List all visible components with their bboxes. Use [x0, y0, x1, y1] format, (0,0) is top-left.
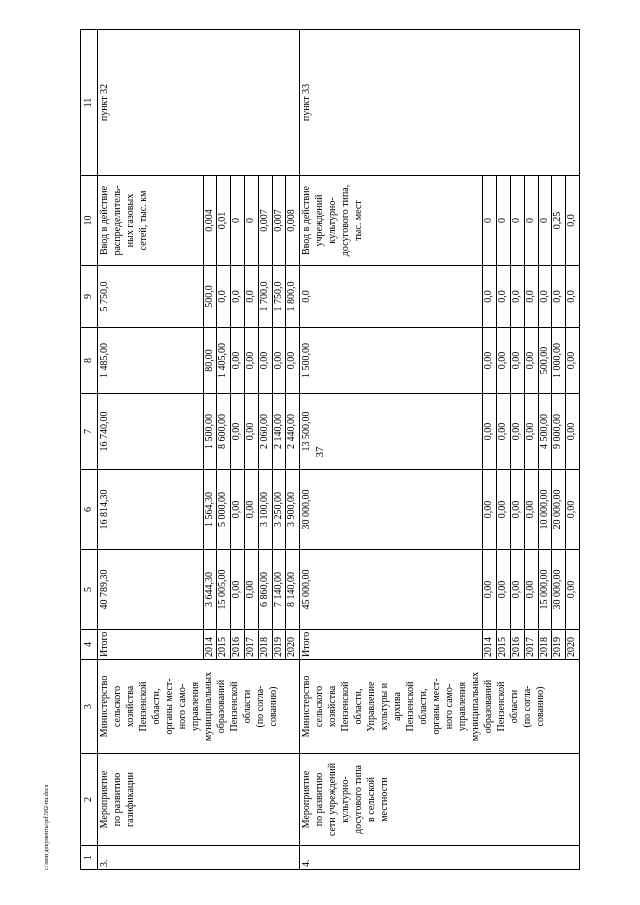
year-c7: 1 500,00 — [203, 394, 217, 470]
year-c7: 0,00 — [483, 394, 497, 470]
total-label: Итого — [98, 630, 204, 660]
header-cell-3: 3 — [81, 660, 98, 754]
year-c8: 1 405,00 — [217, 328, 231, 394]
indicator-name-line: Ввод в действие — [99, 185, 110, 256]
executor — [300, 660, 580, 754]
year-c7: 0,00 — [566, 394, 580, 470]
executor-line: архива — [392, 692, 404, 721]
year-c6: 0,00 — [231, 470, 245, 550]
header-cell-5: 5 — [81, 550, 98, 630]
total-c5: 40 789,30 — [98, 550, 204, 630]
indicator-name — [300, 176, 483, 266]
year-c5: 0,00 — [524, 550, 538, 630]
year-c6: 0,00 — [511, 470, 525, 550]
year-c9: 0,0 — [217, 266, 231, 328]
footer-file-path — [44, 740, 74, 870]
measure-name-line: культурно- — [340, 776, 352, 823]
year-c9: 0,0 — [538, 266, 552, 328]
executor-line: (по согла- — [255, 685, 266, 728]
year-c10: 0 — [483, 176, 497, 266]
total-c6: 16 814,30 — [98, 470, 204, 550]
executor-line: образований — [216, 679, 227, 734]
reference-point: пункт 33 — [300, 30, 580, 176]
header-cell-9: 9 — [81, 266, 98, 328]
year-cell: 2015 — [497, 630, 511, 660]
year-cell: 2020 — [286, 630, 300, 660]
header-cell-6: 6 — [81, 470, 98, 550]
year-cell: 2019 — [552, 630, 566, 660]
table-body — [81, 30, 580, 870]
total-c8: 1 485,00 — [98, 328, 204, 394]
indicator-name-line: Ввод в действие — [301, 185, 313, 256]
rotated-table — [80, 30, 580, 870]
executor-line: Пензенской — [405, 681, 417, 732]
measure-name-lines — [99, 756, 138, 843]
year-c10: 0,007 — [258, 176, 272, 266]
year-c10: 0 — [524, 176, 538, 266]
year-c5: 0,00 — [244, 550, 258, 630]
year-c10: 0 — [231, 176, 245, 266]
header-cell-4: 4 — [81, 630, 98, 660]
year-cell: 2020 — [566, 630, 580, 660]
executor-line: области — [509, 689, 521, 724]
executor-line: Министерство — [99, 675, 110, 738]
year-c8: 0,00 — [272, 328, 286, 394]
year-c10: 0 — [511, 176, 525, 266]
measure-name-line: досугового типа — [353, 765, 365, 835]
executor-lines — [301, 662, 548, 751]
year-c8: 1 000,00 — [552, 328, 566, 394]
measure-name-line: Мероприятие — [99, 770, 110, 829]
year-c9: 0,0 — [244, 266, 258, 328]
year-c10: 0,007 — [272, 176, 286, 266]
header-cell-1: 1 — [81, 846, 98, 870]
executor-line: Пензенской — [340, 681, 352, 732]
total-c8: 1 500,00 — [300, 328, 483, 394]
executor-line: хозяйства — [125, 685, 136, 728]
year-c5: 7 140,00 — [272, 550, 286, 630]
measure-name-line: Мероприятие — [301, 770, 313, 829]
total-c5: 45 000,00 — [300, 550, 483, 630]
year-c8: 0,00 — [244, 328, 258, 394]
indicator-name-line: распределитель- — [112, 185, 123, 256]
year-c9: 1 800,0 — [286, 266, 300, 328]
executor-line: муниципальных — [470, 671, 482, 742]
measure-name-line: газификации — [125, 772, 136, 827]
executor — [98, 660, 300, 754]
year-c9: 0,0 — [511, 266, 525, 328]
measure-name-line: в сельской — [366, 777, 378, 822]
header-cell-8: 8 — [81, 328, 98, 394]
year-c5: 0,00 — [566, 550, 580, 630]
year-c7: 2 140,00 — [272, 394, 286, 470]
row-number: 4. — [300, 846, 580, 870]
total-c7: 13 500,00 — [300, 394, 483, 470]
year-c10: 0,0 — [566, 176, 580, 266]
measure-name-lines — [301, 756, 392, 843]
indicator-name-line: учреждений — [314, 194, 326, 247]
year-c5: 30 000,00 — [552, 550, 566, 630]
year-c9: 1 750,0 — [272, 266, 286, 328]
indicator-name-line: сетей, тыс. км — [138, 190, 149, 251]
executor-line: области, — [418, 688, 430, 725]
year-cell: 2016 — [511, 630, 525, 660]
year-c9: 1 700,0 — [258, 266, 272, 328]
year-c9: 0,0 — [497, 266, 511, 328]
executor-line: области, — [151, 688, 162, 725]
executor-line: области — [242, 689, 253, 724]
year-c5: 0,00 — [497, 550, 511, 630]
year-c6: 10 000,00 — [538, 470, 552, 550]
year-c10: 0 — [244, 176, 258, 266]
year-c9: 0,0 — [483, 266, 497, 328]
year-c7: 4 500,00 — [538, 394, 552, 470]
year-c8: 80,00 — [203, 328, 217, 394]
year-c6: 1 564,30 — [203, 470, 217, 550]
measure-name-line: по развитию — [112, 772, 123, 827]
year-c5: 3 644,30 — [203, 550, 217, 630]
year-c7: 9 000,00 — [552, 394, 566, 470]
indicator-name-line: досугового типа, — [340, 184, 352, 257]
measure-name-line: местности — [379, 777, 391, 822]
executor-line: (по согла- — [522, 685, 534, 728]
year-c7: 0,00 — [497, 394, 511, 470]
total-c9: 0,0 — [300, 266, 483, 328]
year-c8: 0,00 — [286, 328, 300, 394]
executor-line: сельского — [314, 685, 326, 728]
indicator-name-line: тыс. мест — [353, 200, 365, 241]
year-c7: 0,00 — [231, 394, 245, 470]
total-c6: 30 000,00 — [300, 470, 483, 550]
year-cell: 2014 — [483, 630, 497, 660]
header-cell-2: 2 — [81, 754, 98, 846]
year-c6: 0,00 — [244, 470, 258, 550]
measure-name — [300, 754, 580, 846]
executor-line: Министерство — [301, 675, 313, 738]
year-c5: 0,00 — [483, 550, 497, 630]
year-c8: 0,00 — [497, 328, 511, 394]
year-cell: 2018 — [538, 630, 552, 660]
executor-line: сованию) — [535, 686, 547, 727]
year-c6: 0,00 — [483, 470, 497, 550]
measure-name — [98, 754, 300, 846]
executor-lines — [99, 662, 281, 751]
table-row — [300, 30, 483, 870]
executor-line: Управление — [366, 681, 378, 732]
executor-line: органы мест- — [164, 678, 175, 735]
year-c6: 0,00 — [566, 470, 580, 550]
executor-line: образований — [483, 679, 495, 734]
executor-line: хозяйства — [327, 685, 339, 728]
measure-name-line: по развитию — [314, 772, 326, 827]
year-c8: 0,00 — [524, 328, 538, 394]
executor-line: ного само- — [177, 683, 188, 730]
measure-name-line: сети учреждений — [327, 762, 339, 837]
executor-line: сованию) — [268, 686, 279, 727]
year-c5: 0,00 — [231, 550, 245, 630]
year-c6: 3 100,00 — [258, 470, 272, 550]
year-c9: 500,0 — [203, 266, 217, 328]
year-c7: 2 440,00 — [286, 394, 300, 470]
year-cell: 2018 — [258, 630, 272, 660]
year-c10: 0,008 — [286, 176, 300, 266]
indicator-name-lines — [99, 178, 151, 263]
table-container — [80, 30, 580, 870]
year-c7: 0,00 — [511, 394, 525, 470]
year-c5: 0,00 — [511, 550, 525, 630]
indicator-name-line: ных газовых — [125, 193, 136, 248]
year-c5: 15 005,00 — [217, 550, 231, 630]
total-label: Итого — [300, 630, 483, 660]
year-c7: 0,00 — [524, 394, 538, 470]
year-c6: 3 900,00 — [286, 470, 300, 550]
row-number: 3. — [98, 846, 300, 870]
executor-line: муниципальных — [203, 671, 214, 742]
total-c7: 16 740,00 — [98, 394, 204, 470]
year-c7: 0,00 — [244, 394, 258, 470]
year-c7: 8 600,00 — [217, 394, 231, 470]
header-cell-10: 10 — [81, 176, 98, 266]
year-c7: 2 060,00 — [258, 394, 272, 470]
year-c9: 0,0 — [231, 266, 245, 328]
total-c9: 5 750,0 — [98, 266, 204, 328]
header-cell-11: 11 — [81, 30, 98, 176]
footer-path-text: c:\мои документы\pd\582-mt.docx — [44, 784, 50, 870]
year-c9: 0,0 — [524, 266, 538, 328]
year-cell: 2015 — [217, 630, 231, 660]
year-c5: 15 000,00 — [538, 550, 552, 630]
year-c10: 0 — [497, 176, 511, 266]
executor-line: культуры и — [379, 682, 391, 731]
executor-line: области, — [353, 688, 365, 725]
year-c10: 0,004 — [203, 176, 217, 266]
year-cell: 2017 — [244, 630, 258, 660]
indicator-name-line: культурно- — [327, 197, 339, 244]
year-c8: 0,00 — [566, 328, 580, 394]
year-c8: 0,00 — [231, 328, 245, 394]
year-c8: 500,00 — [538, 328, 552, 394]
indicator-name-lines — [301, 178, 366, 263]
header-cell-7: 7 — [81, 394, 98, 470]
executor-line: Пензенской — [229, 681, 240, 732]
program-table — [80, 29, 580, 870]
year-c6: 0,00 — [497, 470, 511, 550]
executor-line: органы мест- — [431, 678, 443, 735]
page-number: 37 — [314, 446, 326, 458]
year-c8: 0,00 — [258, 328, 272, 394]
header-row — [81, 30, 98, 870]
table-row — [98, 30, 204, 870]
executor-line: ного само- — [444, 683, 456, 730]
year-c5: 6 860,00 — [258, 550, 272, 630]
year-c10: 0,01 — [217, 176, 231, 266]
year-c6: 5 000,00 — [217, 470, 231, 550]
executor-line: управления — [457, 681, 469, 732]
indicator-name — [98, 176, 204, 266]
year-cell: 2017 — [524, 630, 538, 660]
executor-line: Пензенской — [496, 681, 508, 732]
year-c6: 0,00 — [524, 470, 538, 550]
year-cell: 2016 — [231, 630, 245, 660]
year-cell: 2014 — [203, 630, 217, 660]
executor-line: управления — [190, 681, 201, 732]
executor-line: сельского — [112, 685, 123, 728]
year-c5: 8 140,00 — [286, 550, 300, 630]
reference-point: пункт 32 — [98, 30, 300, 176]
year-c8: 0,00 — [483, 328, 497, 394]
year-c6: 20 000,00 — [552, 470, 566, 550]
year-c10: 0,25 — [552, 176, 566, 266]
year-c9: 0,0 — [566, 266, 580, 328]
year-cell: 2019 — [272, 630, 286, 660]
year-c10: 0 — [538, 176, 552, 266]
executor-line: Пензенской — [138, 681, 149, 732]
year-c8: 0,00 — [511, 328, 525, 394]
year-c6: 3 250,00 — [272, 470, 286, 550]
year-c9: 0,0 — [552, 266, 566, 328]
